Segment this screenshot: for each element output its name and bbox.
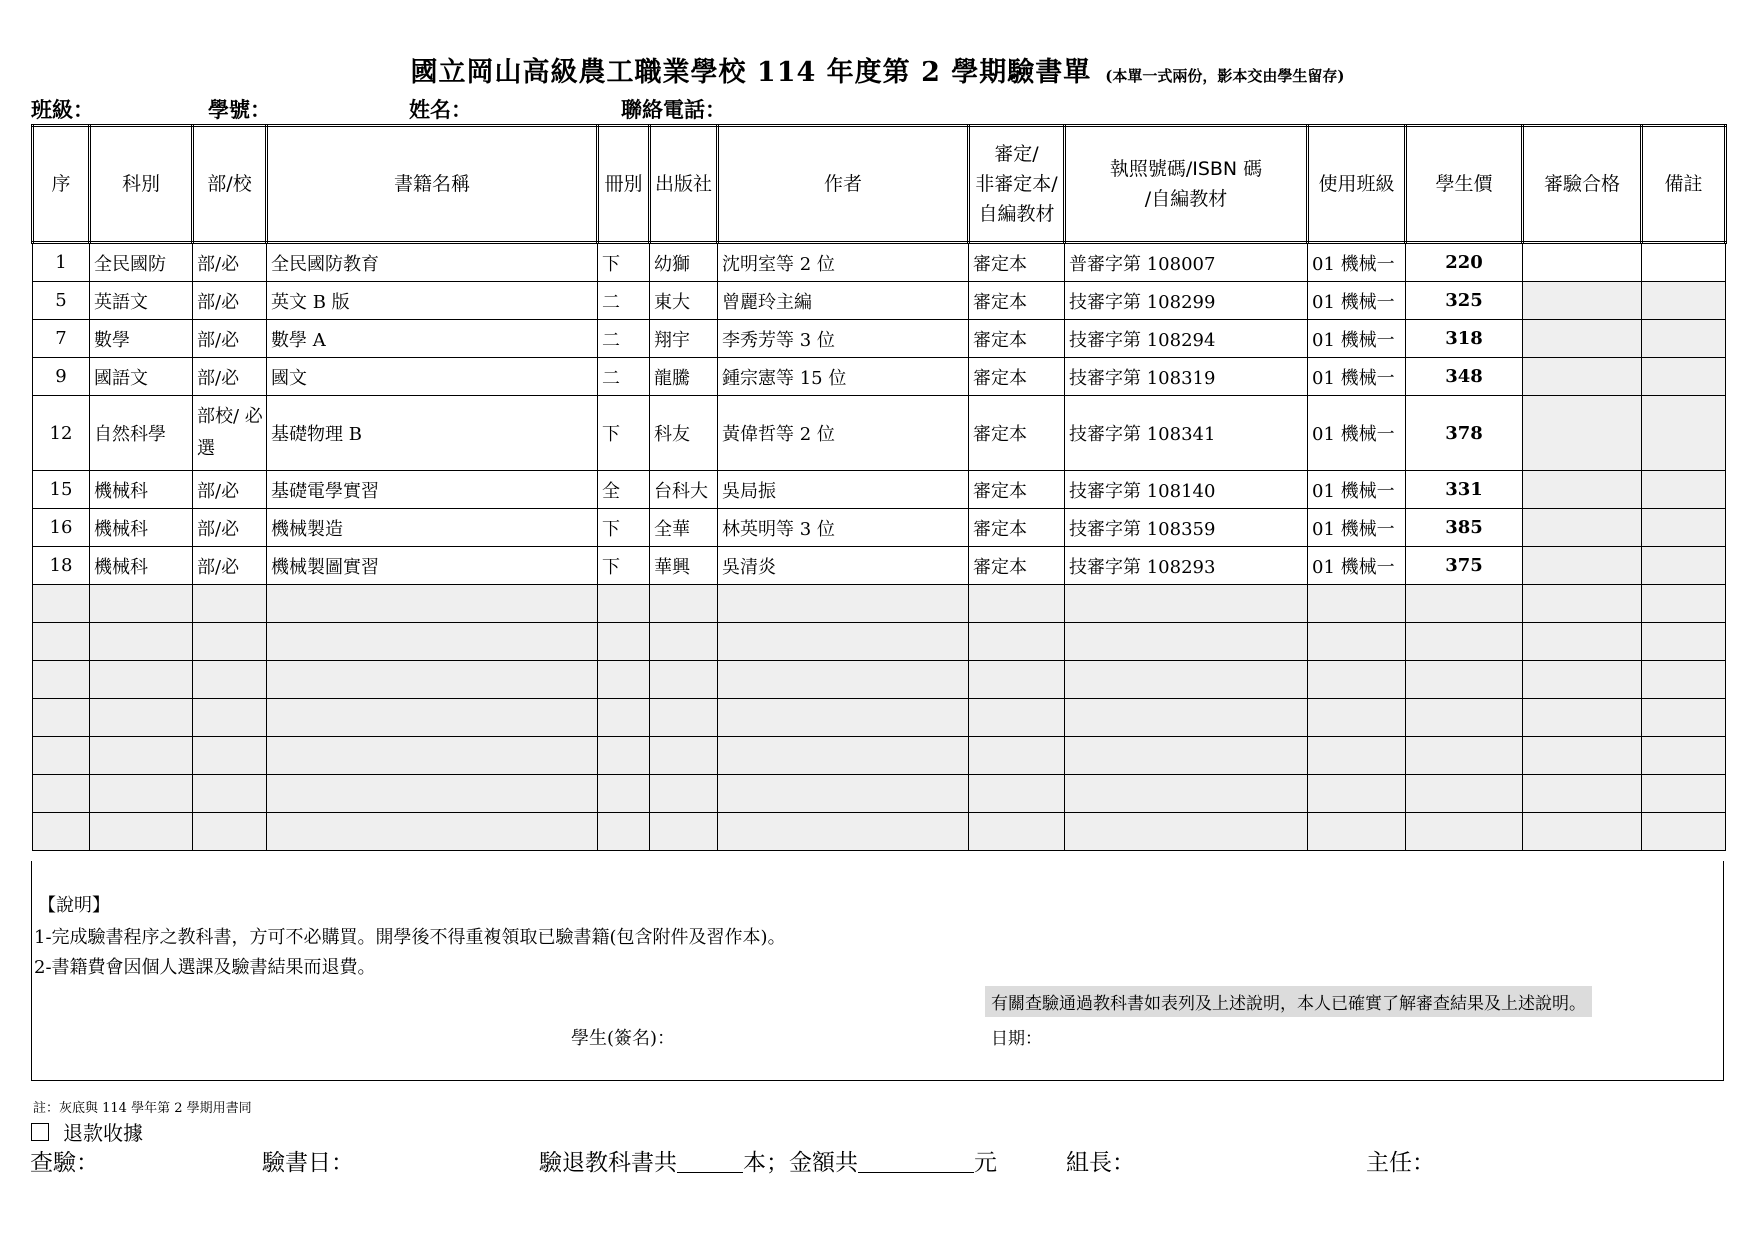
book-table xyxy=(31,124,1727,851)
return-count-blank[interactable] xyxy=(677,1148,743,1173)
cell-no: 16 xyxy=(33,509,90,547)
column-header: 部/校 xyxy=(193,126,267,243)
empty-cell[interactable] xyxy=(1065,661,1308,699)
empty-cell[interactable] xyxy=(193,623,267,661)
cell-publisher: 龍騰 xyxy=(650,358,718,396)
empty-cell[interactable] xyxy=(650,775,718,813)
cell-subject: 機械科 xyxy=(90,471,193,509)
cell-class: 01 機械一 xyxy=(1308,243,1406,282)
cell-subject: 自然科學 xyxy=(90,396,193,471)
column-header: 學生價 xyxy=(1406,126,1523,243)
empty-cell[interactable] xyxy=(267,813,598,851)
cell-price: 378 xyxy=(1406,396,1523,471)
cell-publisher: 東大 xyxy=(650,282,718,320)
class-label: 班級： xyxy=(31,97,94,122)
table-row xyxy=(33,509,1726,547)
empty-cell[interactable] xyxy=(90,737,193,775)
return-count-label: 驗退教科書共 xyxy=(539,1150,677,1176)
empty-cell[interactable] xyxy=(598,623,650,661)
cell-book: 國文 xyxy=(267,358,598,396)
empty-cell[interactable] xyxy=(598,699,650,737)
phone-label: 聯絡電話： xyxy=(621,97,726,122)
empty-cell[interactable] xyxy=(598,661,650,699)
cell-type: 部校/ 必選 xyxy=(193,396,267,471)
empty-cell[interactable] xyxy=(33,661,90,699)
empty-cell[interactable] xyxy=(1642,813,1726,851)
cell-remark[interactable] xyxy=(1642,243,1726,282)
check-label: 查驗： xyxy=(30,1150,99,1176)
cell-license: 技審字第 108294 xyxy=(1065,320,1308,358)
cell-approval[interactable] xyxy=(1523,396,1642,471)
empty-cell[interactable] xyxy=(90,813,193,851)
empty-row xyxy=(33,737,1726,775)
empty-cell[interactable] xyxy=(969,813,1065,851)
cell-vol: 二 xyxy=(598,282,650,320)
cell-no: 12 xyxy=(33,396,90,471)
table-header-row xyxy=(33,126,1726,243)
empty-cell[interactable] xyxy=(718,699,969,737)
form-title: 國立岡山高級農工職業學校 114 年度第 2 學期驗書單 xyxy=(410,57,1092,88)
cell-type: 部/必 xyxy=(193,358,267,396)
empty-cell[interactable] xyxy=(969,775,1065,813)
note-line-2: 2-書籍費會因個人選課及驗書結果而退費。 xyxy=(34,957,376,978)
cell-class: 01 機械一 xyxy=(1308,396,1406,471)
cell-type: 部/必 xyxy=(193,471,267,509)
cell-class: 01 機械一 xyxy=(1308,509,1406,547)
cell-no: 15 xyxy=(33,471,90,509)
cell-status: 審定本 xyxy=(969,320,1065,358)
cell-author: 沈明室等 2 位 xyxy=(718,243,969,282)
empty-cell[interactable] xyxy=(1406,737,1523,775)
cell-approval[interactable] xyxy=(1523,243,1642,282)
return-amount-blank[interactable] xyxy=(858,1148,974,1173)
student-id-label: 學號： xyxy=(208,97,271,122)
cell-no: 9 xyxy=(33,358,90,396)
column-header: 審驗合格 xyxy=(1523,126,1642,243)
empty-cell[interactable] xyxy=(969,699,1065,737)
cell-approval[interactable] xyxy=(1523,547,1642,585)
empty-cell[interactable] xyxy=(193,737,267,775)
cell-price: 325 xyxy=(1406,282,1523,320)
empty-cell[interactable] xyxy=(1406,623,1523,661)
cell-license: 技審字第 108319 xyxy=(1065,358,1308,396)
table-row xyxy=(33,282,1726,320)
column-header: 備註 xyxy=(1642,126,1726,243)
cell-author: 林英明等 3 位 xyxy=(718,509,969,547)
column-header: 出版社 xyxy=(650,126,718,243)
cell-approval[interactable] xyxy=(1523,358,1642,396)
cell-no: 5 xyxy=(33,282,90,320)
empty-cell[interactable] xyxy=(969,585,1065,623)
check-date-label: 驗書日： xyxy=(262,1150,354,1176)
empty-cell[interactable] xyxy=(718,661,969,699)
table-row xyxy=(33,358,1726,396)
cell-class: 01 機械一 xyxy=(1308,471,1406,509)
cell-type: 部/必 xyxy=(193,509,267,547)
cell-vol: 下 xyxy=(598,243,650,282)
empty-cell[interactable] xyxy=(718,813,969,851)
empty-cell[interactable] xyxy=(598,775,650,813)
cell-author: 吳清炎 xyxy=(718,547,969,585)
cell-price: 375 xyxy=(1406,547,1523,585)
cell-subject: 機械科 xyxy=(90,547,193,585)
empty-row xyxy=(33,585,1726,623)
cell-remark[interactable] xyxy=(1642,282,1726,320)
table-row xyxy=(33,320,1726,358)
column-header: 冊別 xyxy=(598,126,650,243)
cell-book: 數學 A xyxy=(267,320,598,358)
cell-status: 審定本 xyxy=(969,547,1065,585)
column-header: 使用班級 xyxy=(1308,126,1406,243)
empty-cell[interactable] xyxy=(1406,661,1523,699)
cell-class: 01 機械一 xyxy=(1308,547,1406,585)
table-row xyxy=(33,547,1726,585)
empty-cell[interactable] xyxy=(1065,737,1308,775)
name-label: 姓名： xyxy=(409,97,472,122)
column-header: 執照號碼/ISBN 碼 /自編教材 xyxy=(1065,126,1308,243)
empty-cell[interactable] xyxy=(33,699,90,737)
empty-cell[interactable] xyxy=(1308,737,1406,775)
confirmation-statement: 有關查驗通過教科書如表列及上述說明，本人已確實了解審查結果及上述說明。 xyxy=(985,986,1592,1017)
empty-cell[interactable] xyxy=(1642,699,1726,737)
empty-cell[interactable] xyxy=(718,737,969,775)
cell-class: 01 機械一 xyxy=(1308,282,1406,320)
empty-cell[interactable] xyxy=(90,623,193,661)
empty-cell[interactable] xyxy=(193,775,267,813)
empty-cell[interactable] xyxy=(267,623,598,661)
cell-author: 李秀芳等 3 位 xyxy=(718,320,969,358)
cell-author: 曾麗玲主編 xyxy=(718,282,969,320)
cell-approval[interactable] xyxy=(1523,282,1642,320)
empty-cell[interactable] xyxy=(267,585,598,623)
table-row xyxy=(33,396,1726,471)
table-row xyxy=(33,471,1726,509)
empty-row xyxy=(33,775,1726,813)
cell-vol: 全 xyxy=(598,471,650,509)
student-signature-field[interactable]: 學生(簽名)： xyxy=(571,1028,676,1049)
cell-vol: 二 xyxy=(598,320,650,358)
cell-publisher: 翔宇 xyxy=(650,320,718,358)
cell-license: 技審字第 108293 xyxy=(1065,547,1308,585)
cell-book: 機械製圖實習 xyxy=(267,547,598,585)
cell-class: 01 機械一 xyxy=(1308,320,1406,358)
empty-cell[interactable] xyxy=(650,623,718,661)
cell-approval[interactable] xyxy=(1523,471,1642,509)
note-line-1: 1-完成驗書程序之教科書，方可不必購買。開學後不得重複領取已驗書籍(包含附件及習作本)。 xyxy=(34,927,786,948)
empty-cell[interactable] xyxy=(650,699,718,737)
cell-book: 機械製造 xyxy=(267,509,598,547)
empty-cell[interactable] xyxy=(1308,699,1406,737)
empty-cell[interactable] xyxy=(598,813,650,851)
cell-license: 普審字第 108007 xyxy=(1065,243,1308,282)
column-header: 作者 xyxy=(718,126,969,243)
empty-cell[interactable] xyxy=(1308,813,1406,851)
cell-subject: 英語文 xyxy=(90,282,193,320)
empty-cell[interactable] xyxy=(267,699,598,737)
return-amount-label: 本；金額共 xyxy=(743,1150,858,1176)
column-header: 審定/ 非審定本/ 自編教材 xyxy=(969,126,1065,243)
cell-license: 技審字第 108140 xyxy=(1065,471,1308,509)
empty-cell[interactable] xyxy=(33,813,90,851)
empty-cell[interactable] xyxy=(193,585,267,623)
cell-status: 審定本 xyxy=(969,509,1065,547)
cell-no: 7 xyxy=(33,320,90,358)
empty-cell[interactable] xyxy=(598,585,650,623)
cell-publisher: 科友 xyxy=(650,396,718,471)
table-body xyxy=(33,243,1726,851)
column-header: 序 xyxy=(33,126,90,243)
cell-no: 18 xyxy=(33,547,90,585)
cell-type: 部/必 xyxy=(193,282,267,320)
empty-cell[interactable] xyxy=(267,737,598,775)
empty-row xyxy=(33,661,1726,699)
empty-cell[interactable] xyxy=(969,737,1065,775)
empty-cell[interactable] xyxy=(193,813,267,851)
cell-price: 318 xyxy=(1406,320,1523,358)
empty-cell[interactable] xyxy=(718,585,969,623)
cell-price: 331 xyxy=(1406,471,1523,509)
cell-vol: 下 xyxy=(598,547,650,585)
cell-subject: 機械科 xyxy=(90,509,193,547)
footnote: 註：灰底與 114 學年第 2 學期用書同 xyxy=(33,1101,252,1116)
empty-cell[interactable] xyxy=(193,699,267,737)
approval-row xyxy=(0,1144,1755,1178)
empty-cell[interactable] xyxy=(1308,775,1406,813)
cell-book: 基礎電學實習 xyxy=(267,471,598,509)
empty-cell[interactable] xyxy=(1065,585,1308,623)
empty-cell[interactable] xyxy=(1065,813,1308,851)
copy-note: (本單一式兩份，影本交由學生留存) xyxy=(1105,67,1345,85)
empty-cell[interactable] xyxy=(1065,699,1308,737)
empty-cell[interactable] xyxy=(1308,585,1406,623)
empty-cell[interactable] xyxy=(33,775,90,813)
cell-approval[interactable] xyxy=(1523,320,1642,358)
empty-row xyxy=(33,623,1726,661)
empty-cell[interactable] xyxy=(1523,737,1642,775)
return-summary xyxy=(539,1144,997,1177)
empty-cell[interactable] xyxy=(1523,775,1642,813)
empty-row xyxy=(33,699,1726,737)
cell-license: 技審字第 108359 xyxy=(1065,509,1308,547)
empty-cell[interactable] xyxy=(90,775,193,813)
cell-remark[interactable] xyxy=(1642,547,1726,585)
cell-vol: 下 xyxy=(598,509,650,547)
currency-label: 元 xyxy=(974,1150,997,1176)
empty-cell[interactable] xyxy=(1406,699,1523,737)
empty-cell[interactable] xyxy=(969,623,1065,661)
column-header: 科別 xyxy=(90,126,193,243)
refund-checkbox[interactable] xyxy=(31,1123,49,1141)
cell-class: 01 機械一 xyxy=(1308,358,1406,396)
empty-cell[interactable] xyxy=(90,661,193,699)
cell-price: 348 xyxy=(1406,358,1523,396)
empty-cell[interactable] xyxy=(650,585,718,623)
empty-cell[interactable] xyxy=(1308,661,1406,699)
cell-vol: 下 xyxy=(598,396,650,471)
cell-subject: 國語文 xyxy=(90,358,193,396)
empty-cell[interactable] xyxy=(650,737,718,775)
empty-cell[interactable] xyxy=(1406,585,1523,623)
empty-cell[interactable] xyxy=(193,661,267,699)
cell-no: 1 xyxy=(33,243,90,282)
cell-price: 385 xyxy=(1406,509,1523,547)
empty-cell[interactable] xyxy=(33,623,90,661)
empty-cell[interactable] xyxy=(1642,585,1726,623)
empty-cell[interactable] xyxy=(969,661,1065,699)
empty-row xyxy=(33,813,1726,851)
director-label: 主任： xyxy=(1366,1150,1435,1176)
cell-subject: 數學 xyxy=(90,320,193,358)
cell-book: 全民國防教育 xyxy=(267,243,598,282)
cell-status: 審定本 xyxy=(969,471,1065,509)
cell-author: 鍾宗憲等 15 位 xyxy=(718,358,969,396)
empty-cell[interactable] xyxy=(598,737,650,775)
empty-cell[interactable] xyxy=(1406,775,1523,813)
empty-cell[interactable] xyxy=(1065,775,1308,813)
notes-heading: 【說明】 xyxy=(38,895,110,916)
empty-cell[interactable] xyxy=(650,661,718,699)
empty-cell[interactable] xyxy=(718,775,969,813)
cell-author: 吳局振 xyxy=(718,471,969,509)
column-header: 書籍名稱 xyxy=(267,126,598,243)
empty-cell[interactable] xyxy=(650,813,718,851)
cell-price: 220 xyxy=(1406,243,1523,282)
cell-book: 基礎物理 B xyxy=(267,396,598,471)
empty-cell[interactable] xyxy=(33,737,90,775)
cell-subject: 全民國防 xyxy=(90,243,193,282)
cell-status: 審定本 xyxy=(969,396,1065,471)
empty-cell[interactable] xyxy=(90,585,193,623)
cell-approval[interactable] xyxy=(1523,509,1642,547)
empty-cell[interactable] xyxy=(1065,623,1308,661)
empty-cell[interactable] xyxy=(1642,661,1726,699)
empty-cell[interactable] xyxy=(1523,623,1642,661)
cell-publisher: 幼獅 xyxy=(650,243,718,282)
empty-cell[interactable] xyxy=(1523,699,1642,737)
cell-status: 審定本 xyxy=(969,358,1065,396)
cell-license: 技審字第 108299 xyxy=(1065,282,1308,320)
date-field[interactable]: 日期： xyxy=(991,1029,1042,1049)
empty-cell[interactable] xyxy=(267,661,598,699)
cell-remark[interactable] xyxy=(1642,320,1726,358)
empty-cell[interactable] xyxy=(1523,661,1642,699)
empty-cell[interactable] xyxy=(1642,737,1726,775)
refund-label: 退款收據 xyxy=(63,1121,143,1145)
cell-status: 審定本 xyxy=(969,282,1065,320)
refund-receipt xyxy=(31,1117,143,1146)
cell-status: 審定本 xyxy=(969,243,1065,282)
cell-author: 黃偉哲等 2 位 xyxy=(718,396,969,471)
table-row xyxy=(33,243,1726,282)
cell-type: 部/必 xyxy=(193,320,267,358)
cell-license: 技審字第 108341 xyxy=(1065,396,1308,471)
empty-cell[interactable] xyxy=(1642,623,1726,661)
cell-type: 部/必 xyxy=(193,547,267,585)
cell-remark[interactable] xyxy=(1642,396,1726,471)
cell-vol: 二 xyxy=(598,358,650,396)
empty-cell[interactable] xyxy=(267,775,598,813)
cell-remark[interactable] xyxy=(1642,509,1726,547)
cell-book: 英文 B 版 xyxy=(267,282,598,320)
empty-cell[interactable] xyxy=(1642,775,1726,813)
cell-remark[interactable] xyxy=(1642,358,1726,396)
leader-label: 組長： xyxy=(1066,1150,1135,1176)
empty-cell[interactable] xyxy=(90,699,193,737)
cell-publisher: 全華 xyxy=(650,509,718,547)
cell-type: 部/必 xyxy=(193,243,267,282)
cell-publisher: 台科大 xyxy=(650,471,718,509)
empty-cell[interactable] xyxy=(33,585,90,623)
empty-cell[interactable] xyxy=(1523,813,1642,851)
notes-section xyxy=(31,861,1724,1081)
empty-cell[interactable] xyxy=(1406,813,1523,851)
form-title-block xyxy=(0,50,1755,89)
empty-cell[interactable] xyxy=(1523,585,1642,623)
empty-cell[interactable] xyxy=(718,623,969,661)
cell-publisher: 華興 xyxy=(650,547,718,585)
cell-remark[interactable] xyxy=(1642,471,1726,509)
empty-cell[interactable] xyxy=(1308,623,1406,661)
